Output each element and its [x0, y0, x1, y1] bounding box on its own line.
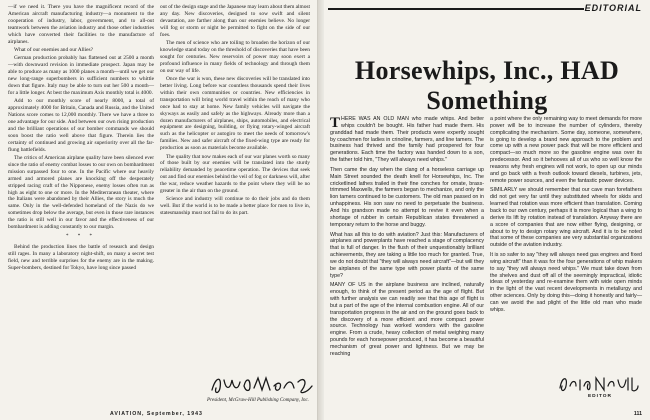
paragraph: SIMILARLY we should remember that our cave man forefathers did not get very far until they substituted wheels for skids and learned that rotation was more efficient than translation. Coming back to our own century, perhaps it is more logical than a wing to derive its lift by rotation instead of translation. Anyway there are a score of companies that are now either flying, designing, or about to try to design rotary wing aircraft. And it is to be noted that some of these companies are very substantial organizations outside of the aviation industry.	[490, 187, 642, 249]
drop-cap: T	[330, 115, 341, 131]
paragraph: It is so safer to say "they will always need gas engines and fixed wing aircraft" than it was for the four generations of whip makers to say "they will always need whips." We must take down from the shelves and dust off all of the seemingly impractical, idiotic ideas of yesterday and re-examine them with wide open minds in the light of the vast recent developments in metallurgy and other sciences. Only by doing this—doing it honestly and fairly—can we avoid the sad plight of the little old man who made whips.	[490, 252, 642, 313]
president-signature	[208, 372, 318, 398]
section-separator: * * *	[66, 234, 96, 239]
left-column-1	[8, 4, 154, 273]
page-number: 111	[633, 411, 642, 417]
paragraph: out of the design stage and the Japanese may learn about them almost any day. New discoveries, designed to sow swift and silent devastation, are farther along than our enemies believe. No longer will fog or storm or night be permitted to fight on the side of our foes.	[160, 4, 310, 38]
section-tag: EDITORIAL	[584, 3, 642, 13]
left-page	[0, 0, 318, 420]
paragraph: Science and industry will continue to do their jobs and do them well. But if the world is to be made a better place for men to live in, statesmanship must not fail to do its part.	[160, 196, 310, 217]
right-column-1	[330, 116, 484, 361]
paragraph: Add to our monthly score of nearly 8000, a total of approximately 4000 for Britain, Canada and Russia, and the United Nations score comes to 12,000 monthly. There we have a three to one advantage for our side. And between our own rising production and the brilliant operations of our bomber commands we should soon boost the ratio well above that figure. Therein lies the certainty of continued and growing air superiority over all the far-flung battlefields.	[8, 98, 154, 153]
paragraph: The quality that now makes each of our war planes worth so many of those built by our enemies will be translated into the sturdy reliability demanded by peacetime operation. The devices that seek out and find our enemies behind the veil of fog or darkness will, after the war, reduce weather hazards to the point where they will be no greater in the air than on the ground.	[160, 153, 310, 195]
paragraph: Behind the production lines the battle of research and design still rages. In many a laboratory night-shift, on many a secret test field, new and terrible surprises for the enemy are in the making. Super-bombers, destined for Tokyo, have long since passed	[8, 243, 154, 271]
paragraph: Once the war is won, these new discoveries will be translated into better living. Long before war countless thousands spend their lives within their own communities or countries. New efficiencies in transportation will bring world travel within the reach of many who once had to stay at home. New family vehicles will navigate the skyways as easily and safely as the highways. Already more than a dozen manufacturers of airplanes, ships, automobiles, and electrical equipment are designing, building, or flying rotary-winged aircraft such as the helicopter or autogiro to meet the needs of tomorrow's families. New and safer aircraft of the fixed-wing type are ready for production as soon as materials become available.	[160, 76, 310, 152]
paragraph: German production probably has flattened out at 2500 a month—with downward revision in immediate prospect. Japan may be able to produce as many as 1000 planes a month—until we get our new long-range superbombers in sufficient numbers to whittle down that figure. Italy may be able to turn out her 500 a month—for a little longer. At best the maximum Axis monthly total is 4000.	[8, 55, 154, 96]
right-column-2	[490, 116, 642, 317]
right-page	[324, 0, 650, 420]
paragraph: Then came the day when the clang of a horseless carriage up Main Street sounded the death knell for Horsewhips, Inc. The cricketlined lathes trailed in their fine conches for ornate, brass-trimmed Maxwells, the farmers began to mechanize, and only the lion tamers continued to be customers. The old man passed on in unhappiness. His son saw no need to perpetuate the business. And his grandson made no attempt to revive it even when a shortage of rubber in certain Republican states threatened a temporary return to the horse and buggy.	[330, 166, 484, 228]
editor-signature	[556, 372, 640, 396]
header-rule	[328, 8, 584, 10]
paragraph: What has all this to do with aviation? Just this: Manufacturers of airplanes and powerplants have reached a stage of complacency that is full of danger. In the flush of their unquestionably brilliant achievements, they are taking a little too much for granted. True, we do not doubt that "they will always need aircraft"—but will they be airplanes of the same type with power plants of the same type?	[330, 231, 484, 279]
left-column-2	[160, 4, 310, 219]
paragraph: —if we need it. There you have the magnificent record of the American aircraft manufacturing industry—a monument to the cooperation of industry, labor, government, and to all-out teamwork between the aviation industry and those other industries which have converted their facilities to the manufacture of airplanes.	[8, 4, 154, 45]
paragraph: a point where the only remaining way to meet demands for more power will be to increase the number of cylinders, thereby complicating the mechanism. Some day, someone, somewhere, is going to develop a brand new approach to the problem and come up with a new power pack that will be more efficient and compact—so much more so the gasoline engine was over its predecessor. And so it behooves all of us who so well know the reasons why fresh engines will not work, to open up our minds and go back with a fresh outlook toward diesels, turbines, jets, remote power sources, and even the fantastic power devices.	[490, 116, 642, 184]
footer-publication: AVIATION, September, 1943	[110, 411, 203, 417]
signature-caption: President, McGraw-Hill Publishing Company, Inc.	[207, 398, 309, 403]
editorial-headline: Horsewhips, Inc., HAD Something	[354, 56, 620, 115]
paragraph: What of our enemies and our Allies?	[14, 46, 94, 53]
editor-label: EDITOR	[587, 394, 613, 399]
paragraph: The men of science who are toiling to broaden the horizon of our knowledge stand today on the threshold of discoveries that have been sought for centuries. New reservoirs of power may soon exert a profound influence in many fields of technology and through them on our way of life.	[160, 40, 310, 74]
paragraph: MANY OF US in the airplane business are inclined, naturally enough, to think of the present period as the age of flight. But with further analysis we can readily see that this age of flight is but a part of the age of the internal combustion engine. All of our transportation progress in the air and on the ground goes back to the discovery of a more efficient and more compact power source. Technology has worked wonders with the gasoline engine. From a crude, heavy collection of metal weighing many pounds for each horsepower produced, it has become a beautiful mechanism of great power and lightness. But we may be reaching	[330, 282, 484, 357]
paragraph: The critics of American airplane quality have been silenced ever since the ratio of enemy combat losses to our own on bombardment mission surpassed four to one. In the Pacific where our heavily armed and armored planes are knocking off the desperately stripped racing craft of the Nipponese, enemy losses often run as high as eight to one or more. In the Mediterranean theater, where the Italians were abandoned by their Allies, the story is much the same. Only in the well-defended homeland of the Nazis do we sometimes drop below the average, but even in those rare instances the ratio is still well in our favor and the effectiveness of our bombardment is adding constantly to our margin.	[8, 155, 154, 231]
paragraph: THERE WAS AN OLD MAN who made whips. And better whips couldn't be bought. His father had made them. His granddad had made them. Their products were expertly sought by coachmen for ladies in crinoline, farmers, and line tamers. The business had thrived and the family had prospered for four generations. Each time the factory was handed down to a son, the father told him, "They will always need whips."	[330, 115, 484, 164]
